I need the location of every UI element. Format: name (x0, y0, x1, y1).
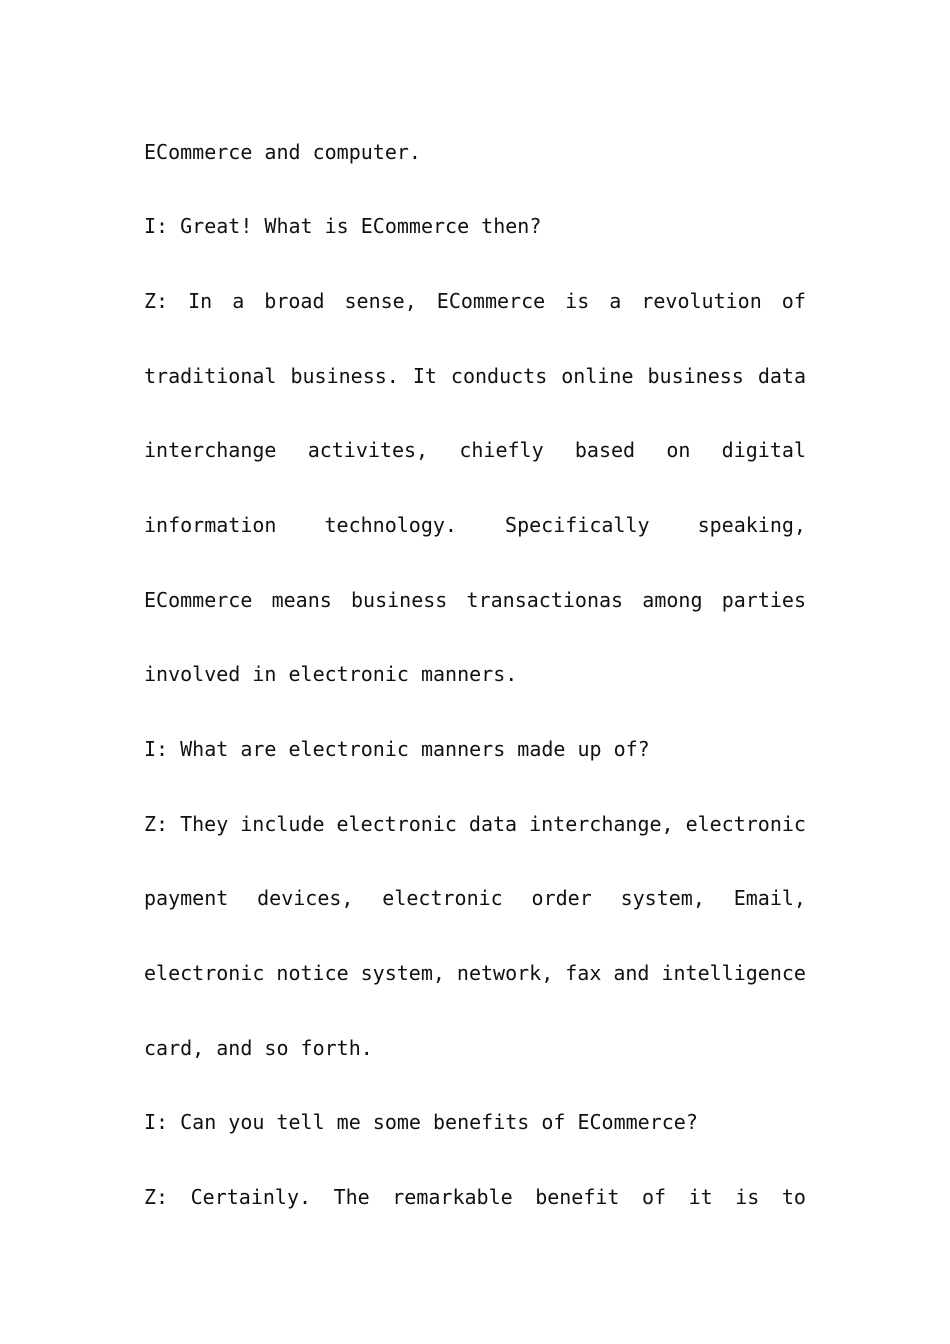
word: among (642, 588, 703, 612)
text-line (144, 281, 806, 321)
word: system, (620, 886, 705, 910)
text-line: card, and so forth. (144, 1036, 373, 1060)
word: it (688, 1185, 713, 1209)
word: a (609, 289, 622, 313)
word: intelligence (661, 961, 806, 985)
text-line (144, 430, 806, 470)
word: Email, (733, 886, 806, 910)
word: and (613, 961, 650, 985)
word: It (412, 364, 437, 388)
text-line (144, 953, 806, 993)
word: remarkable (392, 1185, 513, 1209)
word: conducts (450, 364, 548, 388)
word: notice (276, 961, 349, 985)
word: a (232, 289, 245, 313)
word: to (781, 1185, 806, 1209)
word: Specifically (505, 513, 650, 537)
word: Certainly. (190, 1185, 312, 1209)
word: transactionas (466, 588, 624, 612)
word: on (666, 438, 691, 462)
text-line (144, 356, 806, 396)
word: technology. (324, 513, 457, 537)
word: sense, (344, 289, 417, 313)
word: ECommerce (436, 289, 546, 313)
word: is (565, 289, 590, 313)
word: interchange, (529, 812, 674, 836)
text-line: involved in electronic manners. (144, 662, 518, 686)
word: include (240, 812, 325, 836)
word: of (642, 1185, 667, 1209)
word: They (180, 812, 229, 836)
word: is (735, 1185, 760, 1209)
word: speaking, (697, 513, 806, 537)
word: The (333, 1185, 370, 1209)
word: fax (565, 961, 602, 985)
word: electronic (382, 886, 503, 910)
text-line (144, 804, 806, 844)
word: means (271, 588, 332, 612)
word: business (351, 588, 448, 612)
word: In (188, 289, 213, 313)
word: business (647, 364, 744, 388)
word: parties (721, 588, 806, 612)
word: of (781, 289, 806, 313)
word: data (468, 812, 518, 836)
word: activites, (307, 438, 429, 462)
word: electronic (144, 961, 265, 985)
word: digital (721, 438, 806, 462)
word: system, (360, 961, 445, 985)
text-line (144, 878, 806, 918)
text-line (144, 580, 806, 620)
text-line (144, 505, 806, 545)
word: payment (144, 886, 229, 910)
word: electronic (336, 812, 457, 836)
text-line: ECommerce and computer. (144, 140, 421, 164)
word: benefit (535, 1185, 620, 1209)
word: interchange (144, 438, 277, 462)
word: revolution (641, 289, 762, 313)
word: data (757, 364, 806, 388)
word: order (531, 886, 592, 910)
text-line: I: Great! What is ECommerce then? (144, 214, 542, 238)
text-line (144, 1177, 806, 1217)
word: based (574, 438, 636, 462)
word: business. (290, 364, 399, 388)
word: chiefly (459, 438, 544, 462)
word: information (144, 513, 277, 537)
word: devices, (257, 886, 354, 910)
word: traditional (144, 364, 277, 388)
word: online (561, 364, 634, 388)
word: Z: (144, 1185, 169, 1209)
text-line: I: Can you tell me some benefits of ECommerce? (144, 1110, 698, 1134)
text-line: I: What are electronic manners made up of? (144, 737, 650, 761)
word: ECommerce (144, 588, 253, 612)
word: Z: (144, 289, 169, 313)
word: network, (456, 961, 554, 985)
word: electronic (685, 812, 806, 836)
word: Z: (144, 812, 169, 836)
word: broad (264, 289, 325, 313)
